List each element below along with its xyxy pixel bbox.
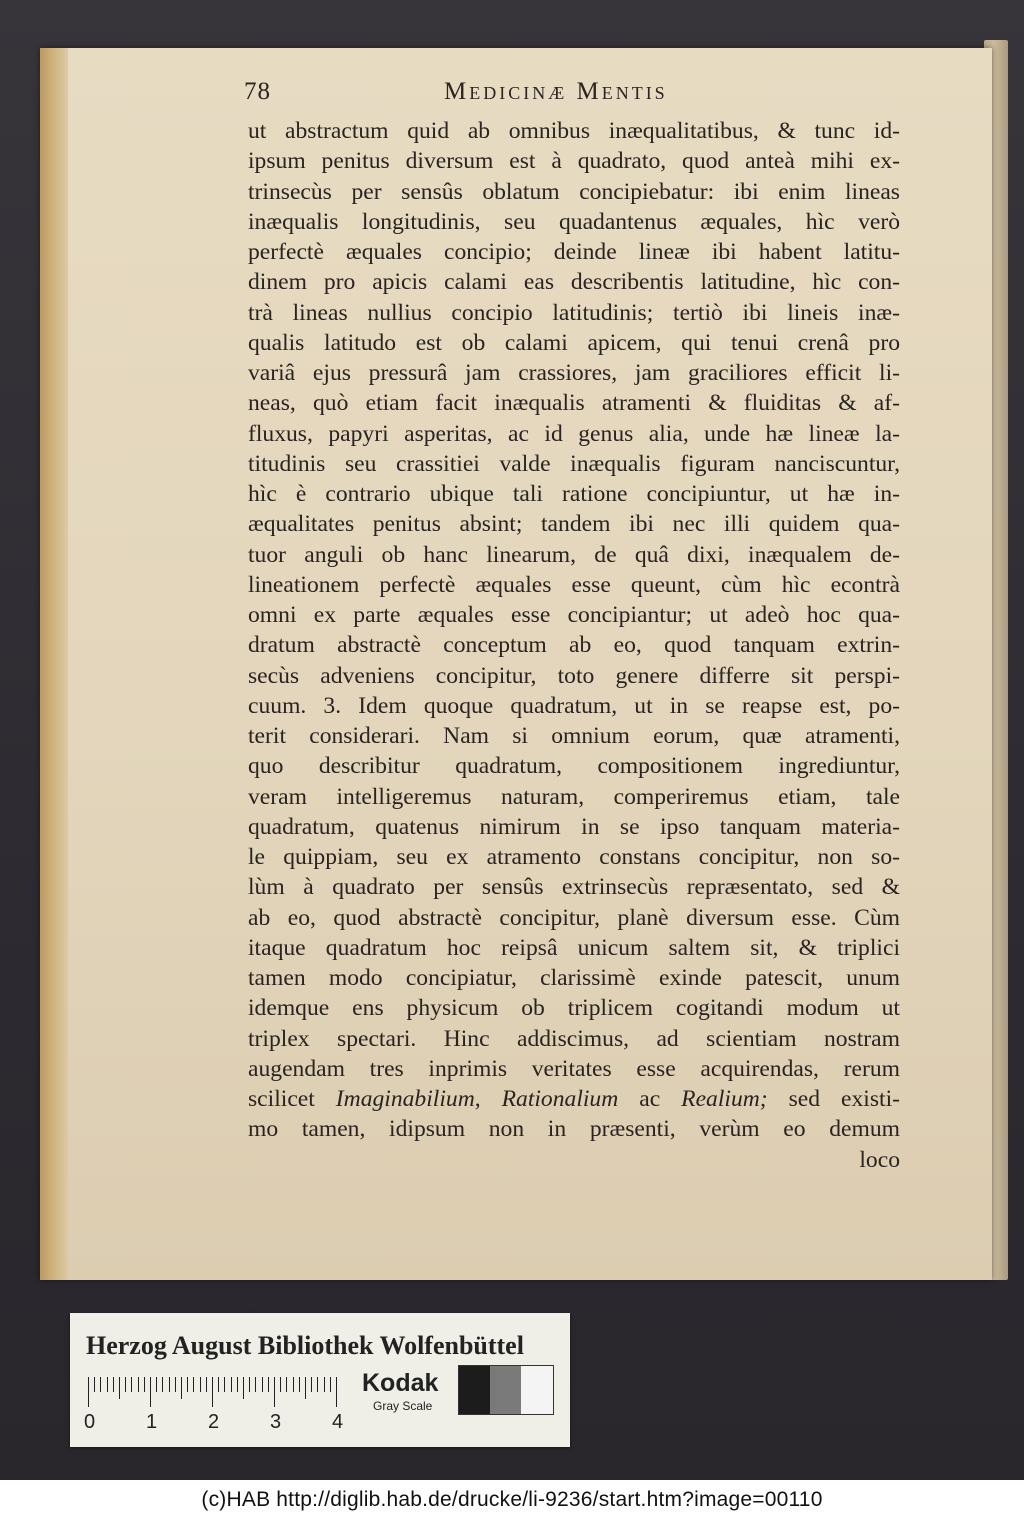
ruler-number: 1: [146, 1411, 158, 1433]
ruler-number: 4: [332, 1411, 344, 1433]
body-text: [248, 116, 900, 1175]
ruler-number: 0: [84, 1411, 96, 1433]
text-line: cuum. 3. Idem quoque quadratum, ut in se reapse est, po-: [248, 692, 900, 719]
italic-term: Imaginabilium: [335, 1086, 475, 1112]
text-line: omni ex parte æquales esse concipiantur; ut adeò hoc qua-: [248, 602, 900, 628]
ruler-tick: [193, 1377, 194, 1392]
ruler-tick: [317, 1377, 318, 1392]
ruler-tick: [293, 1377, 294, 1392]
copyright-url: (c)HAB http://diglib.hab.de/drucke/li-9236/start.htm?image=00110: [201, 1488, 823, 1511]
text-line: ipsum penitus diversum est à quadrato, quod anteà mihi ex-: [248, 148, 900, 175]
text-line: hìc è contrario ubique tali ratione concipiuntur, ut hæ in-: [248, 481, 900, 507]
gray-scale-label: Gray Scale: [373, 1399, 433, 1413]
ruler-tick: [131, 1377, 132, 1392]
ruler-tick: [224, 1377, 225, 1392]
text-line: dratum abstractè conceptum ab eo, quod tanquam extrin-: [248, 632, 900, 659]
text-segment: scilicet: [248, 1086, 336, 1112]
page-header: [244, 78, 904, 118]
text-line: titudinis seu crassitiei valde inæqualis figuram nanciscuntur,: [248, 450, 900, 477]
ruler-number: 3: [270, 1411, 282, 1433]
ruler-tick: [330, 1377, 331, 1392]
ruler-tick: [150, 1377, 151, 1407]
ruler-tick: [255, 1377, 256, 1392]
ruler-tick: [113, 1377, 114, 1392]
text-segment: ac: [618, 1086, 682, 1112]
ruler-tick: [324, 1377, 325, 1392]
library-name: Herzog August Bibliothek Wolfenbüttel: [86, 1331, 524, 1360]
ruler-tick: [206, 1377, 207, 1392]
page-number: 78: [244, 78, 271, 105]
ruler-tick: [299, 1377, 300, 1392]
italic-term: Rationalium: [501, 1086, 619, 1112]
ruler-tick: [274, 1377, 275, 1407]
text-line: tamen modo concipiatur, clarissimè exinde patescit, unum: [248, 965, 900, 991]
italic-term: Realium;: [681, 1086, 768, 1112]
footer-bar: [0, 1480, 1024, 1523]
gray-scale-swatches: [458, 1365, 554, 1415]
ruler-tick: [218, 1377, 219, 1392]
text-line: secùs adveniens concipitur, toto genere differre sit perspi-: [248, 662, 900, 689]
catchword: loco: [859, 1146, 900, 1173]
text-line: le quippiam, seu ex atramento constans concipitur, non so-: [248, 844, 900, 870]
ruler-tick: [162, 1377, 163, 1392]
ruler-tick: [262, 1377, 263, 1392]
text-line: quadratum, quatenus nimirum in se ipso tanquam materia-: [248, 813, 900, 840]
text-line: dinem pro apicis calami eas describentis latitudine, hìc con-: [248, 269, 900, 296]
ruler-number: 2: [208, 1411, 220, 1433]
ruler-tick: [144, 1377, 145, 1392]
text-line: trinsecùs per sensûs oblatum concipiebatur: ibi enim lineas: [248, 178, 900, 205]
ruler-tick: [181, 1377, 182, 1399]
text-line: quo describitur quadratum, compositionem ingrediuntur,: [248, 753, 900, 780]
text-line: neas, quò etiam facit inæqualis atramenti & fluiditas & af-: [248, 390, 900, 417]
ruler-tick: [100, 1377, 101, 1392]
ruler-tick: [311, 1377, 312, 1392]
text-line: terit considerari. Nam si omnium eorum, quæ atramenti,: [248, 723, 900, 749]
ruler-tick: [280, 1377, 281, 1392]
kodak-logo: Kodak: [362, 1369, 439, 1397]
text-segment: ,: [474, 1086, 502, 1112]
text-line: ut abstractum quid ab omnibus inæqualitatibus, & tunc id-: [248, 118, 900, 144]
text-line: æqualitates penitus absint; tandem ibi nec illi quidem qua-: [248, 511, 900, 538]
text-line: ab eo, quod abstractè concipitur, planè diversum esse. Cùm: [248, 904, 900, 931]
swatch-white: [521, 1366, 553, 1414]
swatch-gray: [490, 1366, 521, 1414]
ruler-tick: [138, 1377, 139, 1392]
text-line: lineationem perfectè æquales esse queunt, cùm hìc econtrà: [248, 571, 900, 598]
text-line: itaque quadratum hoc reipsâ unicum saltem sit, & triplici: [248, 934, 900, 961]
ruler-tick: [305, 1377, 306, 1399]
text-line: qualis latitudo est ob calami apicem, qui tenui crenâ pro: [248, 329, 900, 356]
page-gutter: [40, 48, 68, 1280]
ruler-tick: [169, 1377, 170, 1392]
ruler-tick: [107, 1377, 108, 1392]
ruler-tick: [212, 1377, 213, 1407]
running-head: Medicinæ Mentis: [444, 78, 668, 105]
ruler-tick: [94, 1377, 95, 1392]
text-line-italic-terms: [248, 1084, 900, 1114]
swatch-black: [459, 1366, 490, 1414]
text-segment: sed existi-: [767, 1086, 900, 1112]
ruler-tick: [268, 1377, 269, 1392]
text-line: fluxus, papyri asperitas, ac id genus alia, unde hæ lineæ la-: [248, 420, 900, 447]
text-line: veram intelligeremus naturam, comperiremus etiam, tale: [248, 783, 900, 810]
ruler-tick: [156, 1377, 157, 1392]
text-line: tuor anguli ob hanc linearum, de quâ dixi, inæqualem de-: [248, 541, 900, 568]
ruler-tick: [200, 1377, 201, 1392]
measurement-ruler: [88, 1377, 340, 1407]
text-line: perfectè æquales concipio; deinde lineæ ibi habent latitu-: [248, 239, 900, 265]
text-line: idemque ens physicum ob triplicem cogitandi modum ut: [248, 995, 900, 1022]
ruler-tick: [243, 1377, 244, 1399]
text-line: inæqualis longitudinis, seu quadantenus æquales, hìc verò: [248, 208, 900, 235]
ruler-tick: [249, 1377, 250, 1392]
ruler-tick: [237, 1377, 238, 1392]
ruler-tick: [231, 1377, 232, 1392]
text-line: trà lineas nullius concipio latitudinis; tertiò ibi lineis inæ-: [248, 299, 900, 326]
ruler-tick: [125, 1377, 126, 1392]
text-line: mo tamen, idipsum non in præsenti, verùm eo demum: [248, 1116, 900, 1143]
ruler-tick: [175, 1377, 176, 1392]
text-line: triplex spectari. Hinc addiscimus, ad scientiam nostram: [248, 1025, 900, 1052]
ruler-tick: [286, 1377, 287, 1392]
text-line: lùm à quadrato per sensûs extrinsecùs repræsentato, sed &: [248, 874, 900, 901]
text-line: augendam tres inprimis veritates esse acquirendas, rerum: [248, 1055, 900, 1082]
color-target-card: [70, 1313, 570, 1447]
ruler-tick: [119, 1377, 120, 1399]
ruler-tick: [187, 1377, 188, 1392]
ruler-tick: [336, 1377, 337, 1407]
text-line: variâ ejus pressurâ jam crassiores, jam graciliores efficit li-: [248, 360, 900, 386]
ruler-tick: [88, 1377, 89, 1407]
